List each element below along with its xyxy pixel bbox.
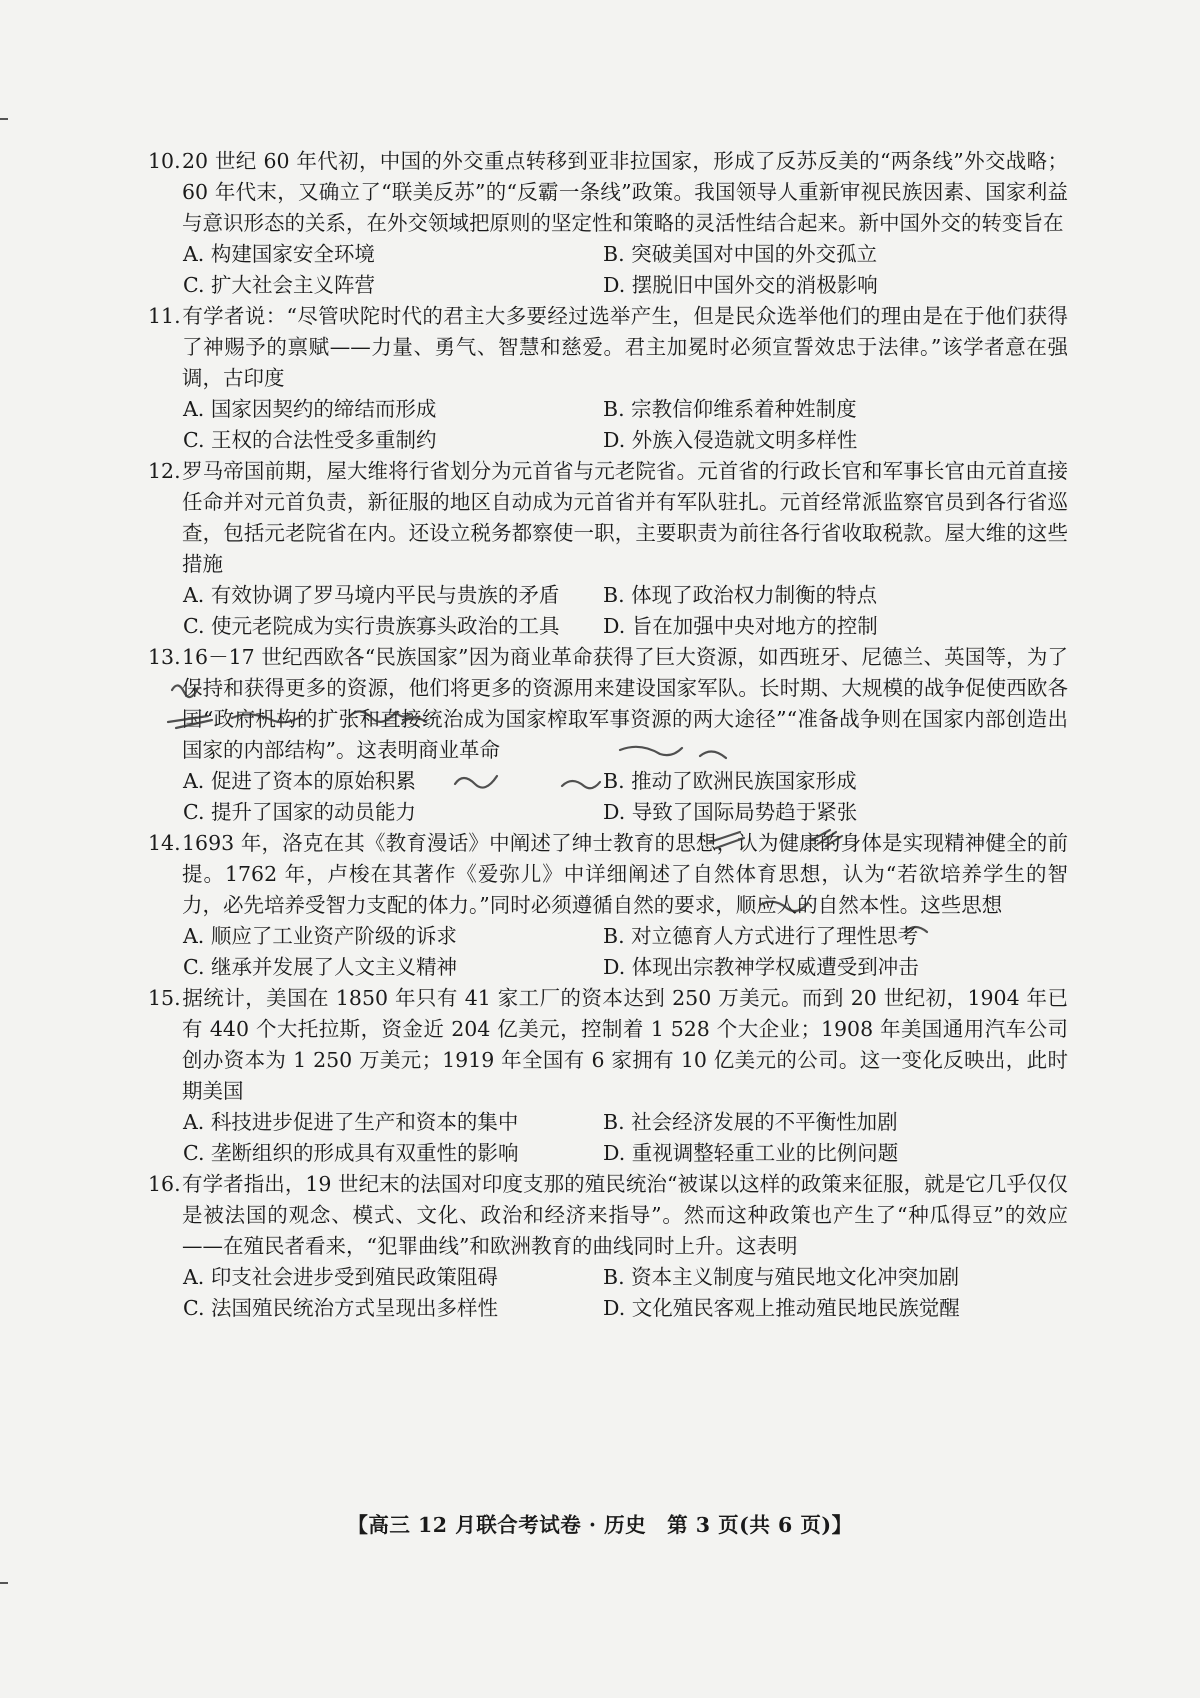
option-c: C. 扩大社会主义阵营: [183, 273, 375, 297]
option-b: B. 推动了欧洲民族国家形成: [603, 769, 857, 793]
option-c: C. 法国殖民统治方式呈现出多样性: [183, 1296, 498, 1320]
question-number: 10.: [148, 149, 181, 173]
options: [148, 1262, 1068, 1324]
option-c: C. 使元老院成为实行贵族寡头政治的工具: [183, 614, 560, 638]
option-a: A. 构建国家安全环境: [183, 242, 375, 266]
question-number: 14.: [148, 831, 181, 855]
options: [148, 239, 1068, 301]
exam-page: [148, 146, 1068, 1324]
scan-mark-bottom: [0, 1582, 8, 1584]
option-b: B. 体现了政治权力制衡的特点: [603, 583, 878, 607]
option-a: A. 国家因契约的缔结而形成: [183, 397, 437, 421]
question-text: 罗马帝国前期，屋大维将行省划分为元首省与元老院省。元首省的行政长官和军事长官由元首直接任命并对元首负责，新征服的地区自动成为元首省并有军队驻扎。元首经常派监察官员到各行省巡查，包括元老院省在内。还设立税务都察使一职，主要职责为前往各行省收取税款。屋大维的这些措施: [182, 459, 1068, 576]
question-10: [148, 146, 1068, 301]
question-text: 16－17 世纪西欧各“民族国家”因为商业革命获得了巨大资源，如西班牙、尼德兰、英国等，为了保持和获得更多的资源，他们将更多的资源用来建设国家军队。长时期、大规模的战争促使西欧各国“政府机构的扩张和直接统治成为国家榨取军事资源的两大途径”“准备战争则在国家内部创造出国家的内部结构”。这表明商业革命: [182, 645, 1068, 762]
option-a: A. 印支社会进步受到殖民政策阻碍: [183, 1265, 498, 1289]
question-16: [148, 1169, 1068, 1324]
option-a: A. 促进了资本的原始积累: [183, 769, 416, 793]
question-stem: [148, 456, 1068, 580]
option-d: D. 外族入侵造就文明多样性: [603, 428, 858, 452]
question-number: 13.: [148, 645, 181, 669]
options: [148, 580, 1068, 642]
option-d: D. 摆脱旧中国外交的消极影响: [603, 273, 878, 297]
option-b: B. 资本主义制度与殖民地文化冲突加剧: [603, 1265, 960, 1289]
option-c: C. 提升了国家的动员能力: [183, 800, 416, 824]
option-b: B. 突破美国对中国的外交孤立: [603, 242, 878, 266]
option-d: D. 重视调整轻重工业的比例问题: [603, 1141, 899, 1165]
option-a: A. 有效协调了罗马境内平民与贵族的矛盾: [183, 583, 560, 607]
option-d: D. 文化殖民客观上推动殖民地民族觉醒: [603, 1296, 960, 1320]
question-12: [148, 456, 1068, 642]
option-c: C. 王权的合法性受多重制约: [183, 428, 437, 452]
question-text: 有学者指出，19 世纪末的法国对印度支那的殖民统治“被谋以这样的政策来征服，就是它几乎仅仅是被法国的观念、模式、文化、政治和经济来指导”。然而这种政策也产生了“种瓜得豆”的效应——在殖民者看来，“犯罪曲线”和欧洲教育的曲线同时上升。这表明: [182, 1172, 1068, 1258]
option-c: C. 垄断组织的形成具有双重性的影响: [183, 1141, 519, 1165]
question-stem: [148, 146, 1068, 239]
option-a: A. 科技进步促进了生产和资本的集中: [183, 1110, 519, 1134]
option-d: D. 体现出宗教神学权威遭受到冲击: [603, 955, 919, 979]
question-number: 16.: [148, 1172, 181, 1196]
question-text: 有学者说：“尽管吠陀时代的君主大多要经过选举产生，但是民众选举他们的理由是在于他们获得了神赐予的禀赋——力量、勇气、智慧和慈爱。君主加冕时必须宣誓效忠于法律。”该学者意在强调，古印度: [182, 304, 1068, 390]
option-b: B. 宗教信仰维系着种姓制度: [603, 397, 857, 421]
question-stem: [148, 1169, 1068, 1262]
option-a: A. 顺应了工业资产阶级的诉求: [183, 924, 457, 948]
question-number: 15.: [148, 986, 181, 1010]
question-text: 据统计，美国在 1850 年只有 41 家工厂的资本达到 250 万美元。而到 20 世纪初，1904 年已有 440 个大托拉斯，资金近 204 亿美元，控制着 1 528 个大企业；1908 年美国通用汽车公司创办资本为 1 250 万美元；1919 年全国有 6 家拥有 10 亿美元的公司。这一变化反映出，此时期美国: [182, 986, 1068, 1103]
question-stem: [148, 301, 1068, 394]
question-number: 12.: [148, 459, 181, 483]
option-d: D. 导致了国际局势趋于紧张: [603, 800, 858, 824]
question-stem: [148, 828, 1068, 921]
option-b: B. 社会经济发展的不平衡性加剧: [603, 1110, 898, 1134]
options: [148, 766, 1068, 828]
option-d: D. 旨在加强中央对地方的控制: [603, 614, 878, 638]
question-stem: [148, 642, 1068, 766]
page-footer: 【高三 12 月联合考试卷 · 历史 第 3 页(共 6 页)】: [347, 1513, 853, 1537]
question-stem: [148, 983, 1068, 1107]
options: [148, 921, 1068, 983]
question-14: [148, 828, 1068, 983]
question-11: [148, 301, 1068, 456]
question-text: 1693 年，洛克在其《教育漫话》中阐述了绅士教育的思想，认为健康的身体是实现精神健全的前提。1762 年，卢梭在其著作《爱弥儿》中详细阐述了自然体育思想，认为“若欲培养学生的智力，必先培养受智力支配的体力。”同时必须遵循自然的要求，顺应人的自然本性。这些思想: [182, 831, 1068, 917]
options: [148, 1107, 1068, 1169]
question-15: [148, 983, 1068, 1169]
options: [148, 394, 1068, 456]
question-number: 11.: [148, 304, 181, 328]
scan-mark-top: [0, 118, 8, 120]
question-text: 20 世纪 60 年代初，中国的外交重点转移到亚非拉国家，形成了反苏反美的“两条线”外交战略；60 年代末，又确立了“联美反苏”的“反霸一条线”政策。我国领导人重新审视民族因素、国家利益与意识形态的关系，在外交领域把原则的坚定性和策略的灵活性结合起来。新中国外交的转变旨在: [182, 149, 1068, 235]
option-b: B. 对立德育人方式进行了理性思考: [603, 924, 919, 948]
question-13: [148, 642, 1068, 828]
option-c: C. 继承并发展了人文主义精神: [183, 955, 457, 979]
